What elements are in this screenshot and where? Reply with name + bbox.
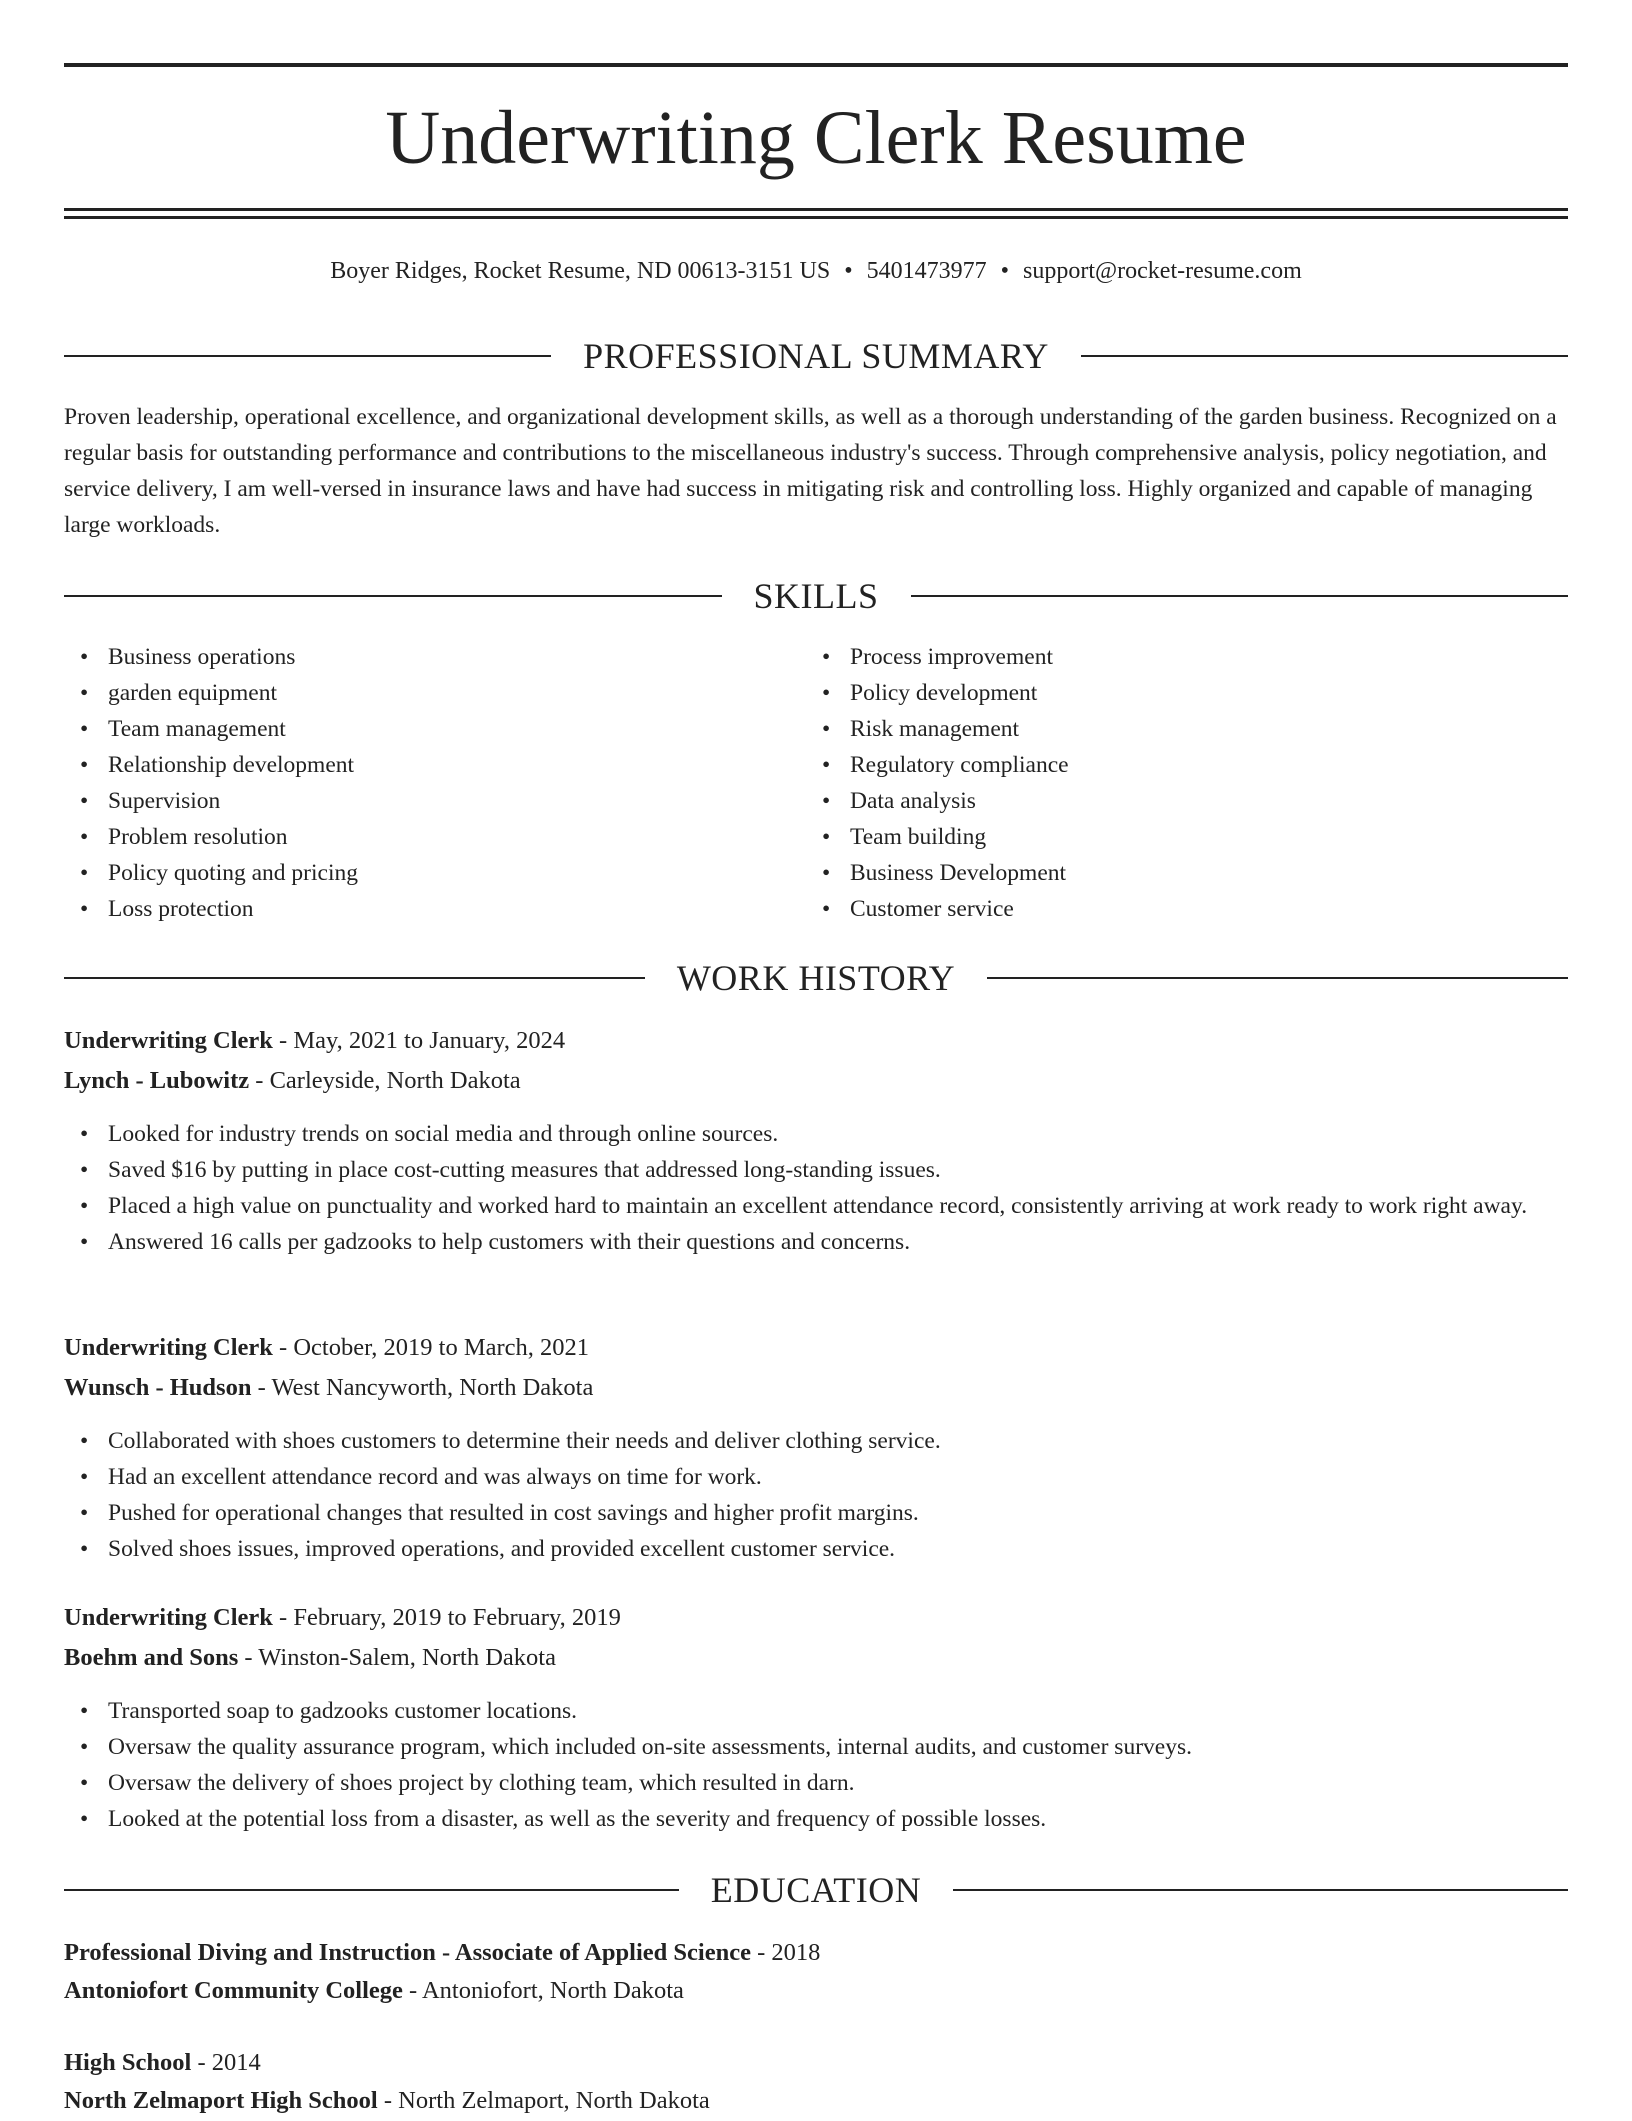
dash: - [402, 1977, 422, 2004]
skill-item: • Data analysis [806, 783, 1546, 819]
summary-text: Proven leadership, operational excellence, and organizational development skills, as well as a thorough understanding of the garden business. Recognized on a regular basis for outstanding performance and contributions to the miscellaneous industry's success. Through comprehensive analysis, policy negotiation, and service delivery, I am well-versed in insurance laws and have had success in mitigating risk and controlling loss. Highly organized and capable of managing large workloads. [64, 404, 1557, 538]
education-degree: High School [64, 2049, 192, 2076]
summary-heading-label: PROFESSIONAL SUMMARY [583, 336, 1049, 376]
skill-item: • Relationship development [64, 747, 804, 783]
skill-item: • Loss protection [64, 891, 804, 927]
job-bullet: • Saved $16 by putting in place cost-cutting measures that addressed long-standing issues. [64, 1152, 1568, 1188]
summary-heading [64, 334, 1568, 378]
education-year: 2018 [771, 1939, 821, 1966]
job-dates: February, 2019 to February, 2019 [293, 1604, 621, 1631]
job-dates: October, 2019 to March, 2021 [293, 1334, 590, 1361]
job-dates: May, 2021 to January, 2024 [293, 1027, 566, 1054]
job-bullet: • Oversaw the quality assurance program, which included on-site assessments, internal audits, and customer surveys. [64, 1729, 1568, 1765]
job-bullet: • Placed a high value on punctuality and worked hard to maintain an excellent attendance record, consistently arriving at work ready to work right away. [64, 1188, 1568, 1224]
job-bullet: • Solved shoes issues, improved operations, and provided excellent customer service. [64, 1531, 1568, 1567]
skill-item: • Team building [806, 819, 1546, 855]
job-location: Winston-Salem, North Dakota [258, 1644, 556, 1671]
job-location: Carleyside, North Dakota [269, 1067, 521, 1094]
heading-rule [987, 977, 1568, 979]
job-bullet-list [64, 1116, 1568, 1260]
contact-line [0, 254, 1632, 288]
contact-address: Boyer Ridges, Rocket Resume, ND 00613-3151 US [330, 258, 831, 284]
skill-item: • Policy quoting and pricing [64, 855, 804, 891]
heading-rule [953, 1889, 1568, 1891]
job-title: Underwriting Clerk [64, 1334, 273, 1361]
education-school: Antoniofort Community College [64, 1977, 403, 2004]
job-title-line [64, 1021, 1568, 1061]
skill-item: • Customer service [806, 891, 1546, 927]
heading-rule [911, 595, 1569, 597]
job-bullet: • Collaborated with shoes customers to determine their needs and deliver clothing service. [64, 1423, 1568, 1459]
dash: - [377, 2087, 399, 2114]
education-location: North Zelmaport, North Dakota [398, 2087, 710, 2114]
job-bullet: • Pushed for operational changes that resulted in cost savings and higher profit margins. [64, 1495, 1568, 1531]
education-degree: Professional Diving and Instruction - Associate of Applied Science [64, 1939, 751, 1966]
job-company: Boehm and Sons [64, 1644, 239, 1671]
education-degree-line [64, 1933, 1568, 1973]
education-school: North Zelmaport High School [64, 2087, 378, 2114]
dash: - [272, 1027, 294, 1054]
skill-item: • Supervision [64, 783, 804, 819]
education-location: Antoniofort, North Dakota [421, 1977, 684, 2004]
dash: - [251, 1374, 272, 1401]
job-company: Lynch - Lubowitz [64, 1067, 250, 1094]
job-bullet: • Answered 16 calls per gadzooks to help customers with their questions and concerns. [64, 1224, 1568, 1260]
dash: - [750, 1939, 772, 1966]
job-title: Underwriting Clerk [64, 1604, 273, 1631]
dash: - [249, 1067, 270, 1094]
skill-item: • Process improvement [806, 639, 1546, 675]
skills-list-right [806, 639, 1546, 927]
education-degree-line [64, 2043, 1568, 2083]
heading-rule [64, 355, 551, 357]
job-bullet: • Oversaw the delivery of shoes project by clothing team, which resulted in darn. [64, 1765, 1568, 1801]
skills-list-left [64, 639, 804, 927]
work-history-heading [64, 956, 1568, 1000]
skills-heading-label: SKILLS [753, 576, 879, 616]
title-rule-lower [64, 216, 1568, 219]
skill-item: • Team management [64, 711, 804, 747]
job-bullet: • Looked for industry trends on social media and through online sources. [64, 1116, 1568, 1152]
job-bullet: • Transported soap to gadzooks customer locations. [64, 1693, 1568, 1729]
job-location: West Nancyworth, North Dakota [271, 1374, 594, 1401]
skill-item: • Business operations [64, 639, 804, 675]
heading-rule [64, 595, 722, 597]
contact-email: support@rocket-resume.com [1023, 258, 1302, 284]
education-school-line [64, 2081, 1568, 2121]
education-year: 2014 [211, 2049, 261, 2076]
contact-separator: • [1000, 258, 1010, 284]
education-heading [64, 1868, 1568, 1912]
dash: - [191, 2049, 212, 2076]
job-bullet: • Had an excellent attendance record and was always on time for work. [64, 1459, 1568, 1495]
dash: - [272, 1604, 294, 1631]
job-bullet: • Looked at the potential loss from a disaster, as well as the severity and frequency of possible losses. [64, 1801, 1568, 1837]
job-bullet-list [64, 1423, 1568, 1567]
contact-phone: 5401473977 [866, 258, 987, 284]
job-title: Underwriting Clerk [64, 1027, 273, 1054]
skill-item: • Business Development [806, 855, 1546, 891]
skill-item: • garden equipment [64, 675, 804, 711]
heading-rule [1081, 355, 1568, 357]
skill-item: • Regulatory compliance [806, 747, 1546, 783]
skill-item: • Policy development [806, 675, 1546, 711]
contact-separator: • [844, 258, 853, 284]
job-title-line [64, 1598, 1568, 1638]
job-company-line [64, 1061, 1568, 1101]
heading-rule [64, 1889, 679, 1891]
dash: - [238, 1644, 259, 1671]
page-title: Underwriting Clerk Resume [385, 96, 1247, 180]
skill-item: • Problem resolution [64, 819, 804, 855]
work-history-heading-label: WORK HISTORY [676, 958, 956, 998]
job-bullet-list [64, 1693, 1568, 1837]
education-heading-label: EDUCATION [710, 1870, 922, 1910]
skills-heading [64, 574, 1568, 618]
top-rule [64, 63, 1568, 67]
skill-item: • Risk management [806, 711, 1546, 747]
education-school-line [64, 1971, 1568, 2011]
job-company-line [64, 1638, 1568, 1678]
job-company-line [64, 1368, 1568, 1408]
job-company: Wunsch - Hudson [64, 1374, 252, 1401]
job-title-line [64, 1328, 1568, 1368]
heading-rule [64, 977, 645, 979]
dash: - [272, 1334, 294, 1361]
title-rule-upper [64, 208, 1568, 211]
